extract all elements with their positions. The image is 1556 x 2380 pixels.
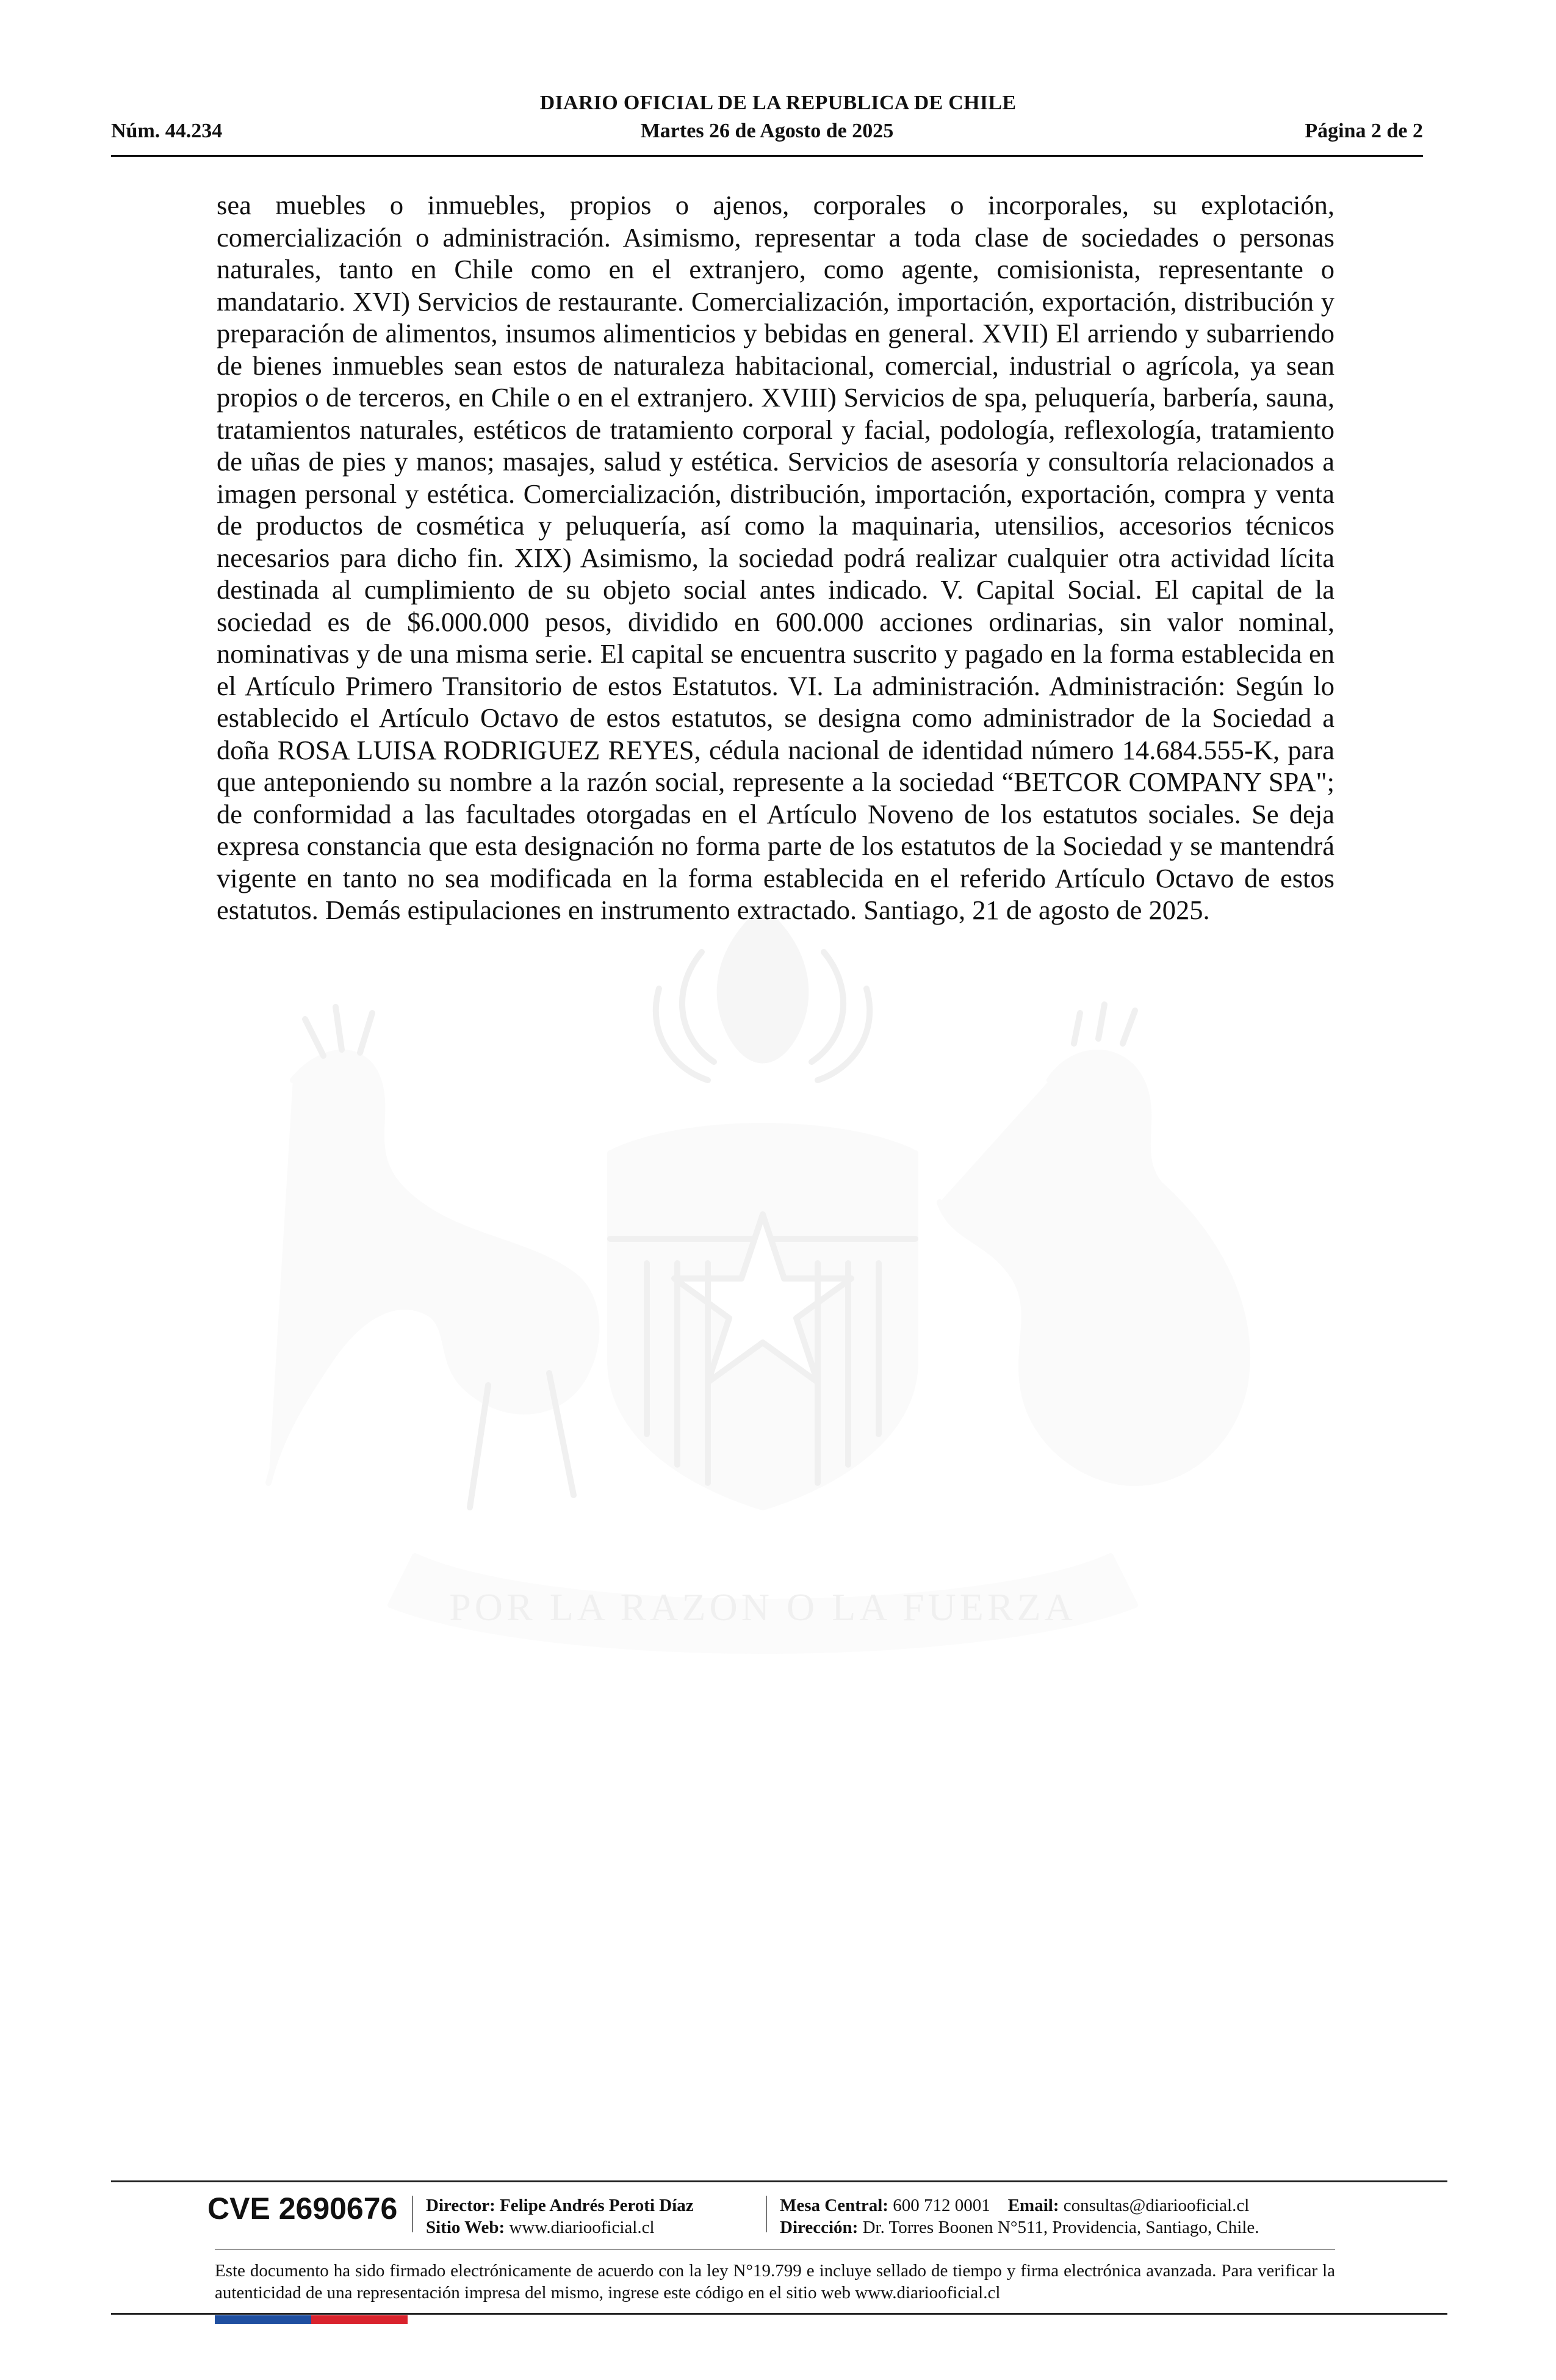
director-label: Director: <box>426 2196 495 2215</box>
footer-bottom-divider <box>111 2313 1447 2315</box>
footer-director-block <box>426 2194 694 2238</box>
website-label: Sitio Web: <box>426 2218 505 2237</box>
flag-red-segment <box>311 2315 408 2324</box>
director-name: Felipe Andrés Peroti Díaz <box>500 2196 694 2215</box>
address-label: Dirección: <box>780 2218 859 2237</box>
footer-contact-block <box>780 2194 1259 2238</box>
footer-middle-divider <box>215 2249 1335 2250</box>
footer-separator <box>412 2196 413 2232</box>
phone-number: 600 712 0001 <box>893 2196 990 2215</box>
cve-code: CVE 2690676 <box>207 2191 398 2226</box>
phone-label: Mesa Central: <box>780 2196 888 2215</box>
article-body: sea muebles o inmuebles, propios o ajenos, corporales o incorporales, su explotación, comercialización o administración. Asimismo, representar a toda clase de sociedades o personas naturales, tanto en Chile como en el extranjero, como agente, comisionista, representante o mandatario. XVI) Servicios de restaurante. Comercialización, importación, exportación, distribución y preparación de alimentos, insumos alimenticios y bebidas en general. XVII) El arriendo y subarriendo de bienes inmuebles sean estos de naturaleza habitacional, comercial, industrial o agrícola, ya sean propios o de terceros, en Chile o en el extranjero. XVIII) Servicios de spa, peluquería, barbería, sauna, tratamientos naturales, estéticos de tratamiento corporal y facial, podología, reflexología, tratamiento de uñas de pies y manos; masajes, salud y estética. Servicios de asesoría y consultoría relacionados a imagen personal y estética. Comercialización, distribución, importación, exportación, compra y venta de productos de cosmética y peluquería, así como la maquinaria, utensilios, accesorios técnicos necesarios para dicho fin. XIX) Asimismo, la sociedad podrá realizar cualquier otra actividad lícita destinada al cumplimiento de su objeto social antes indicado. V. Capital Social. El capital de la sociedad es de $6.000.000 pesos, dividido en 600.000 acciones ordinarias, sin valor nominal, nominativas y de una misma serie. El capital se encuentra suscrito y pagado en la forma establecida en el Artículo Primero Transitorio de estos Estatutos. VI. La administración. Administración: Según lo establecido el Artículo Octavo de estos estatutos, se designa como administrador de la Sociedad a doña ROSA LUISA RODRIGUEZ REYES, cédula nacional de identidad número 14.684.555-K, para que anteponiendo su nombre a la razón social, represente a la sociedad “BETCOR COMPANY SPA"; de conformidad a las facultades otorgadas en el Artículo Noveno de los estatutos sociales. Se deja expresa constancia que esta designación no forma parte de los estatutos de la Sociedad y se mantendrá vigente en tanto no sea modificada en la forma establecida en el referido Artículo Octavo de estos estatutos. Demás estipulaciones en instrumento extractado. Santiago, 21 de agosto de 2025. <box>217 190 1334 925</box>
watermark-motto: POR LA RAZON O LA FUERZA <box>449 1585 1076 1629</box>
flag-blue-segment <box>215 2315 311 2324</box>
address-text: Dr. Torres Boonen N°511, Providencia, Santiago, Chile. <box>862 2218 1259 2237</box>
header-divider <box>111 155 1423 157</box>
publication-title: DIARIO OFICIAL DE LA REPUBLICA DE CHILE <box>539 92 1017 114</box>
flag-color-bar <box>215 2315 408 2324</box>
footer-separator <box>766 2196 767 2232</box>
email-link[interactable]: consultas@diariooficial.cl <box>1063 2196 1250 2215</box>
coat-of-arms-watermark-icon <box>183 897 1342 1678</box>
page-number: Página 2 de 2 <box>1305 120 1423 142</box>
email-label: Email: <box>1007 2196 1059 2215</box>
footer-top-divider <box>111 2180 1447 2182</box>
signature-note: Este documento ha sido firmado electrónicamente de acuerdo con la ley N°19.799 e incluye sellado de tiempo y firma electrónica avanzada. Para verificar la autenticidad de una representación impresa del mismo, ingrese este código en el sitio web www.diariooficial.cl <box>215 2261 1335 2302</box>
website-link[interactable]: www.diariooficial.cl <box>509 2218 655 2237</box>
issue-date: Martes 26 de Agosto de 2025 <box>640 120 894 142</box>
issue-number: Núm. 44.234 <box>111 120 223 142</box>
